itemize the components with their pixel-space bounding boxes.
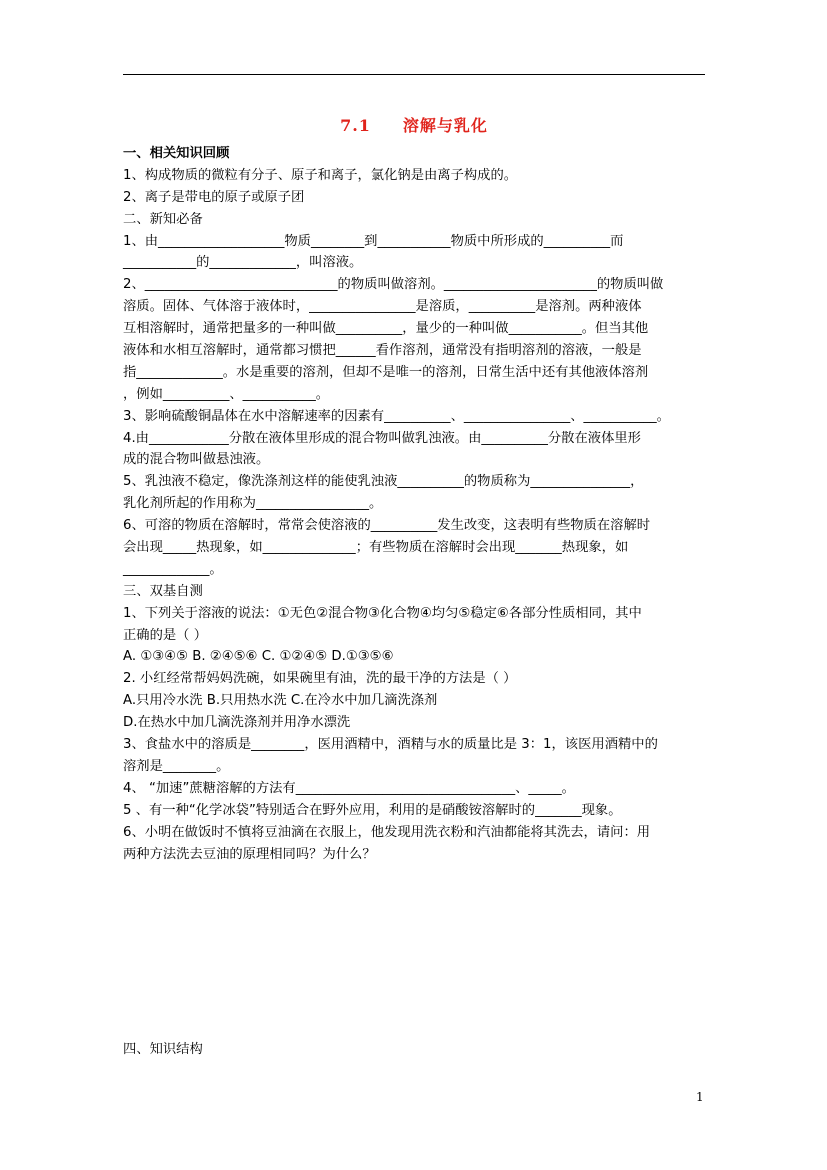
answer-options: D.在热水中加几滴洗涤剂并用净水漂洗 <box>123 715 351 731</box>
section-heading: 二、新知必备 <box>123 211 203 227</box>
text-line: ___________的_____________，叫溶液。 <box>123 255 363 271</box>
text-line: 1、由___________________物质________到___________物质中所形成的__________而 <box>123 233 624 249</box>
document-body <box>123 143 705 1061</box>
text-line: 6、可溶的物质在溶解时，常常会使溶液的__________发生改变，这表明有些物质在溶解时 <box>123 518 651 534</box>
section-heading: 三、双基自测 <box>123 583 203 599</box>
section-heading: 一、相关知识回顾 <box>123 146 230 161</box>
answer-options: A.只用冷水洗 B.只用热水洗 C.在冷水中加几滴洗涤剂 <box>123 693 438 709</box>
text-line: 溶质。固体、气体溶于液体时，________________是溶质，__________是溶剂。两种液体 <box>123 299 642 315</box>
text-line: 正确的是（ ） <box>123 627 208 643</box>
section-heading: 四、知识结构 <box>123 1042 203 1058</box>
title-number: 7.1 <box>340 116 371 135</box>
blank-space <box>123 865 705 1039</box>
text-line: _____________。 <box>123 561 223 577</box>
text-line: 6、小明在做饭时不慎将豆油滴在衣服上，他发现用洗衣粉和汽油都能将其洗去，请问：用 <box>123 824 651 840</box>
text-line: 会出现_____热现象，如______________；有些物质在溶解时会出现_______热现象，如 <box>123 540 629 556</box>
text-line: 3、影响硫酸铜晶体在水中溶解速率的因素有__________、________________、___________。 <box>123 408 670 424</box>
header-rule <box>123 74 705 75</box>
text-line: 3、食盐水中的溶质是________，医用酒精中，酒精与水的质量比是 3：1，该医用酒精中的 <box>123 737 658 753</box>
text-line: 2、_____________________________的物质叫做溶剂。_______________________的物质叫做 <box>123 277 664 293</box>
page-title <box>123 113 705 136</box>
text-line: 成的混合物叫做悬浊液。 <box>123 452 270 468</box>
text-line: 1、构成物质的微粒有分子、原子和离子，氯化钠是由离子构成的。 <box>123 167 518 183</box>
title-text: 溶解与乳化 <box>402 116 488 135</box>
text-line: 乳化剂所起的作用称为_________________。 <box>123 496 383 512</box>
text-line: 1、下列关于溶液的说法：①无色②混合物③化合物④均匀⑤稳定⑥各部分性质相同，其中 <box>123 605 642 621</box>
text-line: 4、 “加速”蔗糖溶解的方法有_________________________________、_____。 <box>123 780 575 796</box>
page-number: 1 <box>696 1090 704 1104</box>
text-line: 液体和水相互溶解时，通常都习惯把______看作溶剂，通常没有指明溶剂的溶液，一般是 <box>123 343 642 359</box>
text-line: 两种方法洗去豆油的原理相同吗？为什么？ <box>123 846 376 862</box>
answer-options: A. ①③④⑤ B. ②④⑤⑥ C. ①②④⑤ D.①③⑤⑥ <box>123 649 394 665</box>
text-line: 2. 小红经常帮妈妈洗碗，如果碗里有油，洗的最干净的方法是（ ） <box>123 671 517 687</box>
text-line: 5、乳浊液不稳定，像洗涤剂这样的能使乳浊液__________的物质称为_______________， <box>123 474 644 490</box>
text-line: 指_____________。水是重要的溶剂，但却不是唯一的溶剂，日常生活中还有其他液体溶剂 <box>123 364 649 380</box>
text-line: 5 、有一种“化学冰袋”特别适合在野外应用，利用的是硝酸铵溶解时的_______现象。 <box>123 802 622 818</box>
text-line: 溶剂是________。 <box>123 758 230 774</box>
text-line: 互相溶解时，通常把量多的一种叫做__________，量少的一种叫做___________。但当其他 <box>123 321 649 337</box>
text-line: 4.由____________分散在液体里形成的混合物叫做乳浊液。由__________分散在液体里形 <box>123 430 641 446</box>
text-line: 2、离子是带电的原子或原子团 <box>123 189 305 205</box>
text-line: ，例如__________、___________。 <box>123 386 330 402</box>
